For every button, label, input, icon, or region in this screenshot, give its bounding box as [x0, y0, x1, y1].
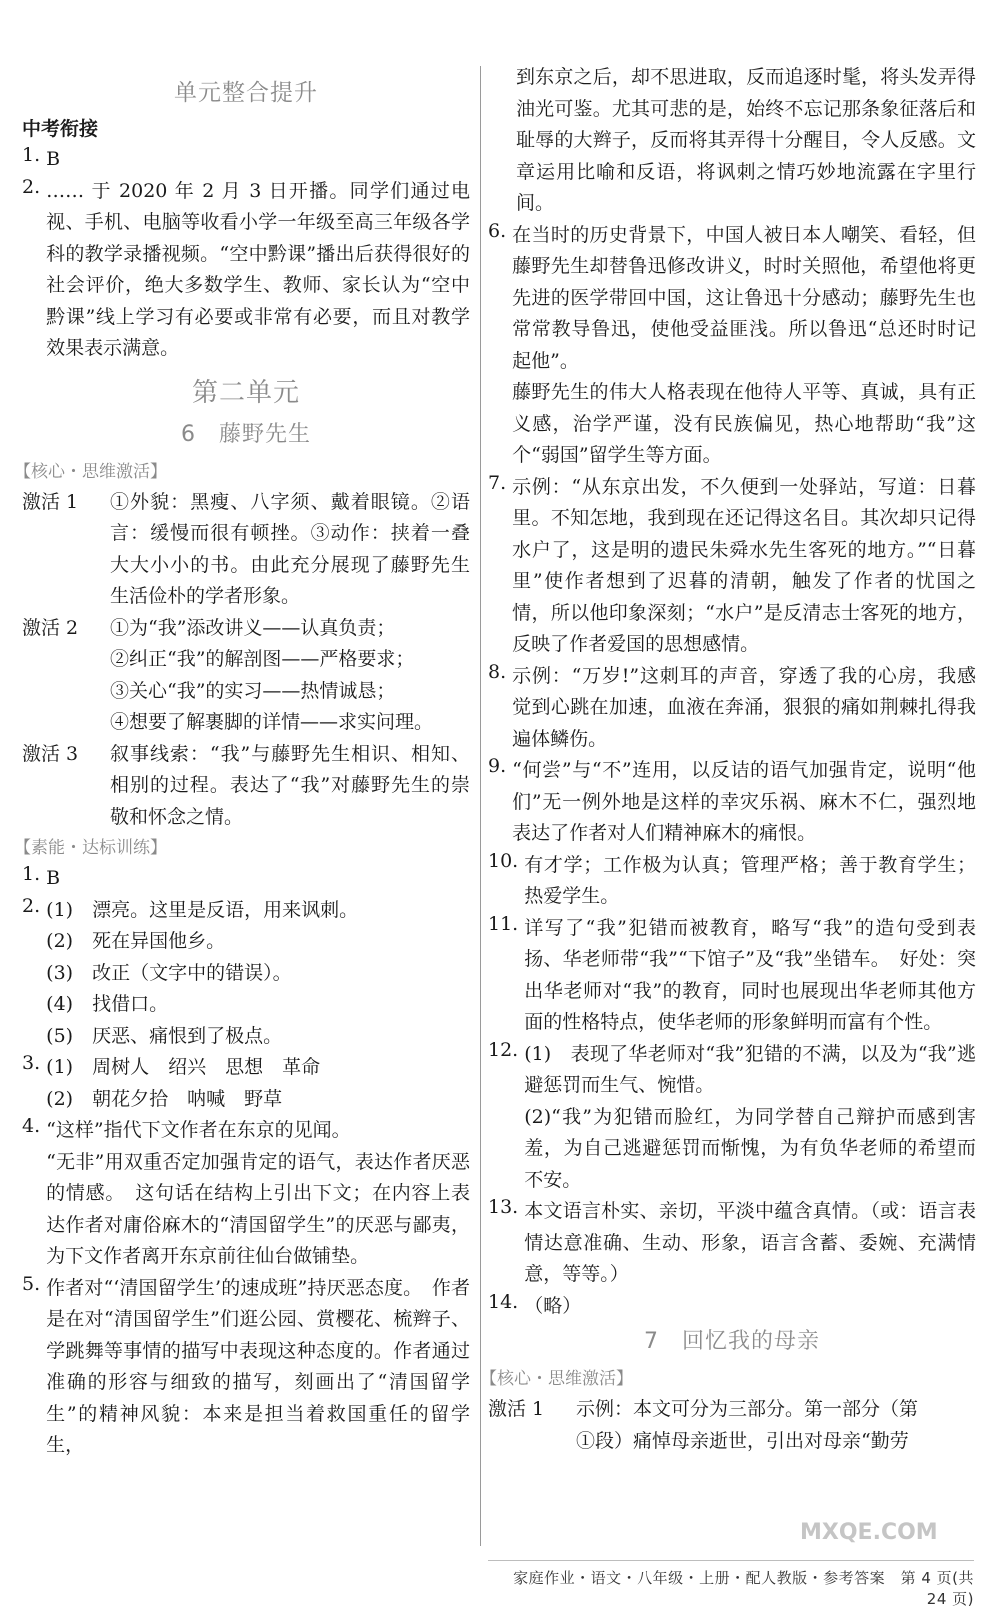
right-column [480, 62, 976, 1457]
watermark: MXQE.COM [800, 1520, 938, 1545]
answer-7: 7. 示例：“从东京出发，不久便到一处驿站，写道：日暮里。不知怎地，我到现在还记得这名目。其次却只记得水户了，这是明的遗民朱舜水先生客死的地方。”“日暮里”使作者想到了迟暮的清朝，触发了作者的忧国之情，所以他印象深刻；“水户”是反清志士客死的地方，反映了作者爱国的思想感情。 [488, 471, 976, 655]
answer-8: 8. 示例：“万岁!”这刺耳的声音，穿透了我的心房，我感觉到心跳在加速，血液在奔涌，狠狠的痛如荆棘扎得我遍体鳞伤。 [488, 660, 976, 750]
sub-answer: (3) 改正（文字中的错误）。 [46, 961, 292, 984]
answer-14: 14. （略） [488, 1290, 582, 1317]
column-divider [480, 66, 481, 1546]
act2-line: ①为“我”添改讲义——认真负责； [110, 616, 396, 639]
activation-2: 激活 2 ①为“我”添改讲义——认真负责； ②纠正“我”的解剖图——严格要求； ③关心“我”的实习——热情诚恳； ④想要了解裹脚的详情——求实问理。 [22, 613, 470, 739]
suneng-tag: 【素能・达标训练】 [14, 838, 167, 858]
unit-review-title: 单元整合提升 [174, 80, 318, 106]
answer-5-continued: 到东京之后，却不思进取，反而追逐时髦，将头发弄得油光可鉴。尤其可悲的是，始终不忘记那条象征落后和耻辱的大辫子，反而将其弄得十分醒目，令人反感。文章运用比喻和反语，将讽刺之情巧妙地流露在字里行间。 [516, 66, 976, 214]
sub-answer: (5) 厌恶、痛恨到了极点。 [46, 1024, 283, 1047]
answer-2: 2. (1) 漂亮。这里是反语，用来讽刺。 (2) 死在异国他乡。 (3) 改正（文字中的错误）。 (4) 找借口。 (5) 厌恶、痛恨到了极点。 [22, 895, 470, 1053]
core-tag-7: 【核心・思维激活】 [480, 1369, 633, 1389]
activation-1-lesson7: 激活 1 示例：本文可分为三部分。第一部分（第 ①段）痛悼母亲逝世，引出对母亲“勤劳 [488, 1398, 919, 1452]
act2-line: ③关心“我”的实习——热情诚恳； [110, 679, 396, 702]
sub-answer: (4) 找借口。 [46, 993, 169, 1015]
answer-5: 5. 作者对“‘清国留学生’的速成班”持厌恶态度。 作者是在对“清国留学生”们逛公园、赏樱花、梳辫子、学跳舞等事情的描写中表现这种态度的。作者通过准确的形容与细致的描写，刻画出了“清国留学生”的精神风貌：本来是担当着救国重任的留学生， [22, 1272, 470, 1456]
answer-4: 4. “这样”指代下文作者在东京的见闻。 “无非”用双重否定加强肯定的语气，表达作者厌恶的情感。 这句话在结构上引出下文；在内容上表达作者对庸俗麻木的“清国留学生”的厌恶与鄙夷，为下文作者离开东京前往仙台做铺垫。 [22, 1115, 470, 1267]
core-tag: 【核心・思维激活】 [14, 461, 167, 482]
zhongkao-heading: 中考衔接 [22, 118, 99, 140]
activation-1: 激活 1 ①外貌：黑瘦、八字须、戴着眼镜。②语言：缓慢而很有顿挫。③动作：挟着一叠大大小小的书。由此充分展现了藤野先生生活俭朴的学者形象。 [22, 490, 470, 607]
unit2-title: 第二单元 [191, 377, 300, 408]
left-column [14, 66, 470, 1462]
answer-3: 3. (1) 周树人 绍兴 思想 革命 (2) 朝花夕拾 呐喊 野草 [22, 1052, 470, 1115]
zk-answer-1: 1. B [22, 144, 61, 170]
answer-13: 13. 本文语言朴实、亲切，平淡中蕴含真情。（或：语言表情达意准确、生动、形象，语言含蓄、委婉、充满情意，等等。） [488, 1196, 976, 1285]
answer-9: 9. “何尝”与“不”连用，以反诘的语气加强肯定，说明“他们”无一例外地是这样的幸灾乐祸、麻木不仁，强烈地表达了作者对人们精神麻木的痛恨。 [488, 755, 976, 844]
sub-answer: (2) 死在异国他乡。 [46, 930, 226, 952]
answer-1: 1. B [22, 863, 61, 889]
activation-3: 激活 3 叙事线索：“我”与藤野先生相识、相知、相别的过程。表达了“我”对藤野先生的崇敬和怀念之情。 [22, 742, 470, 828]
sub-answer: (1) 周树人 绍兴 思想 革命 [46, 1056, 321, 1078]
answer-10: 10. 有才学；工作极为认真；管理严格；善于教育学生；热爱学生。 [488, 849, 976, 907]
sub-answer: (1) 漂亮。这里是反语，用来讽刺。 [46, 898, 359, 921]
answer-12: 12. (1) 表现了华老师对“我”犯错的不满，以及为“我”逃避惩罚而生气、惋惜。 (2)“我”为犯错而脸红，为同学替自己辩护而感到害羞，为自己逃避惩罚而惭愧，为有负华老师的希望而不安。 [488, 1038, 976, 1191]
page-footer: 家庭作业・语文・八年级・上册・配人教版・参考答案 第 4 页(共 24 页) [488, 1560, 974, 1609]
zk-answer-2: 2. …… 于 2020 年 2 月 3 日开播。同学们通过电视、手机、电脑等收看小学一年级至高三年级各学科的教学录播视频。“空中黔课”播出后获得很好的社会评价，绝大多数学生、教师、家长认为“空中黔课”线上学习有必要或非常有必要，而且对教学效果表示满意。 [22, 175, 470, 359]
answer-11: 11. 详写了“我”犯错而被教育，略写“我”的造句受到表扬、华老师带“我”“下馆子”及“我”坐错车。 好处：突出华老师对“我”的教育，同时也展现出华老师其他方面的性格特点，使华老师的形象鲜明而富有个性。 [488, 912, 976, 1033]
sub-answer: (2) 朝花夕拾 呐喊 野草 [46, 1087, 283, 1110]
lesson7-title: 7 回忆我的母亲 [644, 1329, 820, 1354]
act2-line: ②纠正“我”的解剖图——严格要求； [110, 648, 415, 670]
act2-line: ④想要了解裹脚的详情——求实问理。 [110, 711, 434, 733]
lesson6-title: 6 藤野先生 [181, 421, 311, 447]
answer-6: 6. 在当时的历史背景下，中国人被日本人嘲笑、看轻，但藤野先生却替鲁迅修改讲义，时时关照他，希望他将更先进的医学带回中国，这让鲁迅十分感动；藤野先生也常常教导鲁迅，使他受益匪浅。所以鲁迅“总还时时记起他”。 藤野先生的伟大人格表现在他待人平等、真诚，具有正义感，治学严谨，没有民族偏见，热心地帮助“我”这个“弱国”留学生等方面。 [488, 219, 976, 466]
